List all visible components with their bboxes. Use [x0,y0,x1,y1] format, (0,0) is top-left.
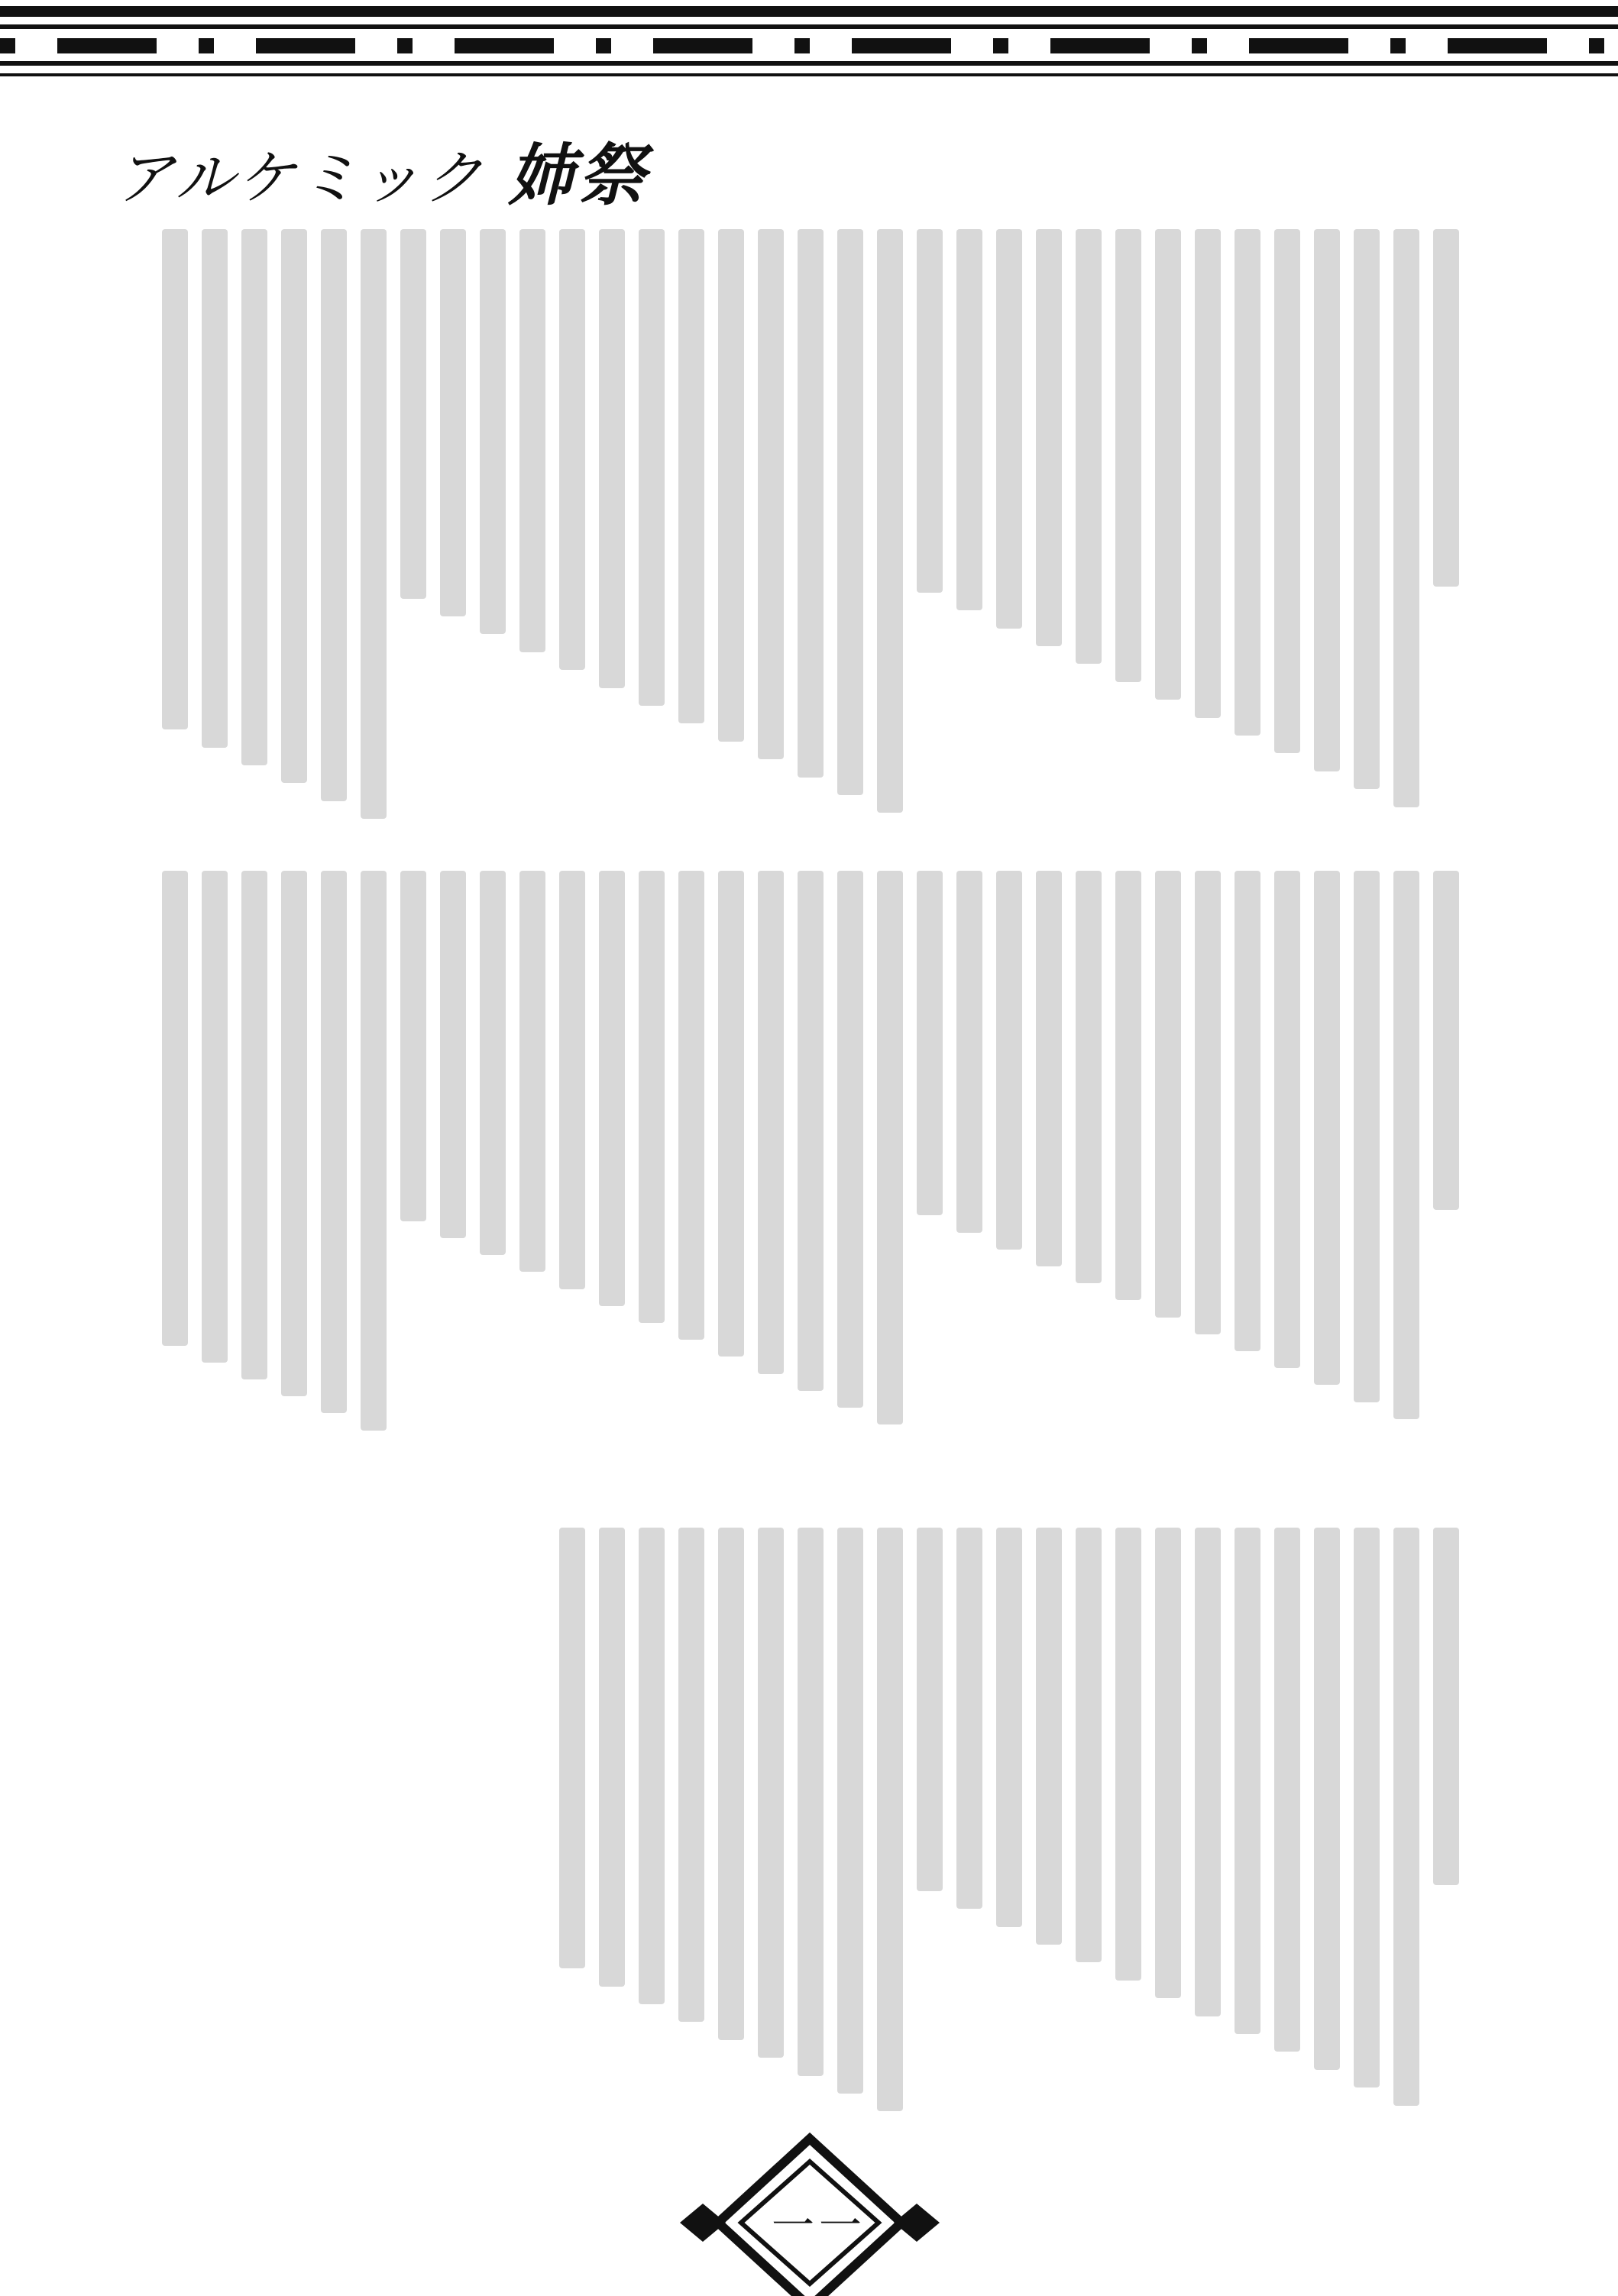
page-number: 一一 [772,2201,866,2251]
border-dash [653,38,752,53]
text-column-placeholder [639,1528,665,2004]
text-column-placeholder [480,229,506,634]
border-dash [852,38,951,53]
text-column-placeholder [956,1528,982,1909]
text-column-placeholder [798,871,824,1391]
text-column-placeholder [599,871,625,1306]
text-column-placeholder [1235,871,1260,1351]
text-column-placeholder [202,229,228,748]
text-column-placeholder [1314,229,1340,771]
text-column-placeholder [241,229,267,765]
text-column-placeholder [996,871,1022,1250]
text-column-placeholder [718,1528,744,2040]
text-column-placeholder [1076,1528,1102,1962]
text-column-placeholder [1195,229,1221,718]
text-column-placeholder [837,229,863,795]
text-column-placeholder [758,871,784,1374]
text-column-placeholder [639,229,665,706]
text-column-placeholder [1393,871,1419,1419]
border-dash [1589,38,1604,53]
text-column-placeholder [1115,229,1141,682]
border-dash [993,38,1008,53]
text-column-placeholder [877,229,903,813]
text-column-placeholder [1155,1528,1181,1998]
text-column-placeholder [877,871,903,1424]
text-column-placeholder [1433,871,1459,1210]
text-column-placeholder [281,871,307,1396]
text-column-placeholder [877,1528,903,2111]
text-column-placeholder [718,871,744,1357]
text-column-placeholder [1076,871,1102,1283]
text-column-placeholder [1314,1528,1340,2070]
text-column-placeholder [639,871,665,1323]
text-column-placeholder [1433,229,1459,587]
border-dash [1390,38,1406,53]
text-column-placeholder [956,871,982,1233]
page-title [115,122,649,218]
text-column-placeholder [519,871,545,1272]
border-dash [256,38,355,53]
text-column-placeholder [559,1528,585,1968]
text-column-placeholder [1155,871,1181,1318]
text-column-placeholder [758,1528,784,2058]
text-column-placeholder [1433,1528,1459,1885]
text-block-lower [535,1528,1459,2123]
text-column-placeholder [162,229,188,729]
text-column-placeholder [480,871,506,1255]
top-border-pattern [0,0,1618,84]
text-column-placeholder [678,229,704,723]
text-column-placeholder [1354,229,1380,789]
border-dash [57,38,157,53]
text-column-placeholder [440,871,466,1238]
border-dash [199,38,214,53]
text-column-placeholder [1036,871,1062,1266]
text-column-placeholder [917,871,943,1215]
border-dash [397,38,413,53]
border-dash [1448,38,1547,53]
text-column-placeholder [996,1528,1022,1927]
text-column-placeholder [1115,1528,1141,1981]
text-column-placeholder [1274,1528,1300,2052]
title-kana: アルケミック [115,144,486,213]
text-block-middle [115,871,1459,1436]
text-column-placeholder [162,871,188,1346]
border-dash [1249,38,1348,53]
text-column-placeholder [1235,1528,1260,2034]
text-column-placeholder [798,229,824,778]
text-column-placeholder [837,1528,863,2094]
text-column-placeholder [678,871,704,1340]
text-column-placeholder [996,229,1022,629]
text-column-placeholder [1274,871,1300,1368]
text-column-placeholder [917,229,943,593]
text-column-placeholder [1235,229,1260,736]
text-column-placeholder [321,229,347,801]
text-column-placeholder [361,229,387,819]
text-column-placeholder [1115,871,1141,1300]
text-column-placeholder [281,229,307,783]
text-column-placeholder [758,229,784,759]
text-column-placeholder [1354,1528,1380,2087]
text-column-placeholder [599,229,625,688]
text-column-placeholder [956,229,982,610]
text-column-placeholder [1076,229,1102,664]
text-column-placeholder [1314,871,1340,1385]
border-dash [455,38,554,53]
text-column-placeholder [202,871,228,1363]
border-dash [1050,38,1150,53]
text-column-placeholder [1036,229,1062,646]
text-column-placeholder [559,229,585,670]
text-column-placeholder [241,871,267,1379]
text-column-placeholder [361,871,387,1431]
text-column-placeholder [917,1528,943,1891]
border-dash [596,38,611,53]
text-column-placeholder [440,229,466,616]
text-column-placeholder [559,871,585,1289]
text-column-placeholder [1036,1528,1062,1945]
text-column-placeholder [1393,229,1419,807]
title-kanji: 姉祭 [507,135,649,215]
text-column-placeholder [1354,871,1380,1402]
text-column-placeholder [798,1528,824,2076]
text-column-placeholder [678,1528,704,2022]
text-column-placeholder [1195,1528,1221,2016]
text-column-placeholder [400,871,426,1221]
text-column-placeholder [1155,229,1181,700]
text-column-placeholder [400,229,426,599]
border-dash [0,38,15,53]
border-dash [794,38,810,53]
border-dash [1192,38,1207,53]
text-column-placeholder [837,871,863,1408]
text-column-placeholder [1393,1528,1419,2106]
text-block-upper [115,229,1459,825]
text-column-placeholder [321,871,347,1413]
text-column-placeholder [519,229,545,652]
text-column-placeholder [1195,871,1221,1334]
text-column-placeholder [599,1528,625,1987]
text-column-placeholder [718,229,744,742]
text-column-placeholder [1274,229,1300,753]
